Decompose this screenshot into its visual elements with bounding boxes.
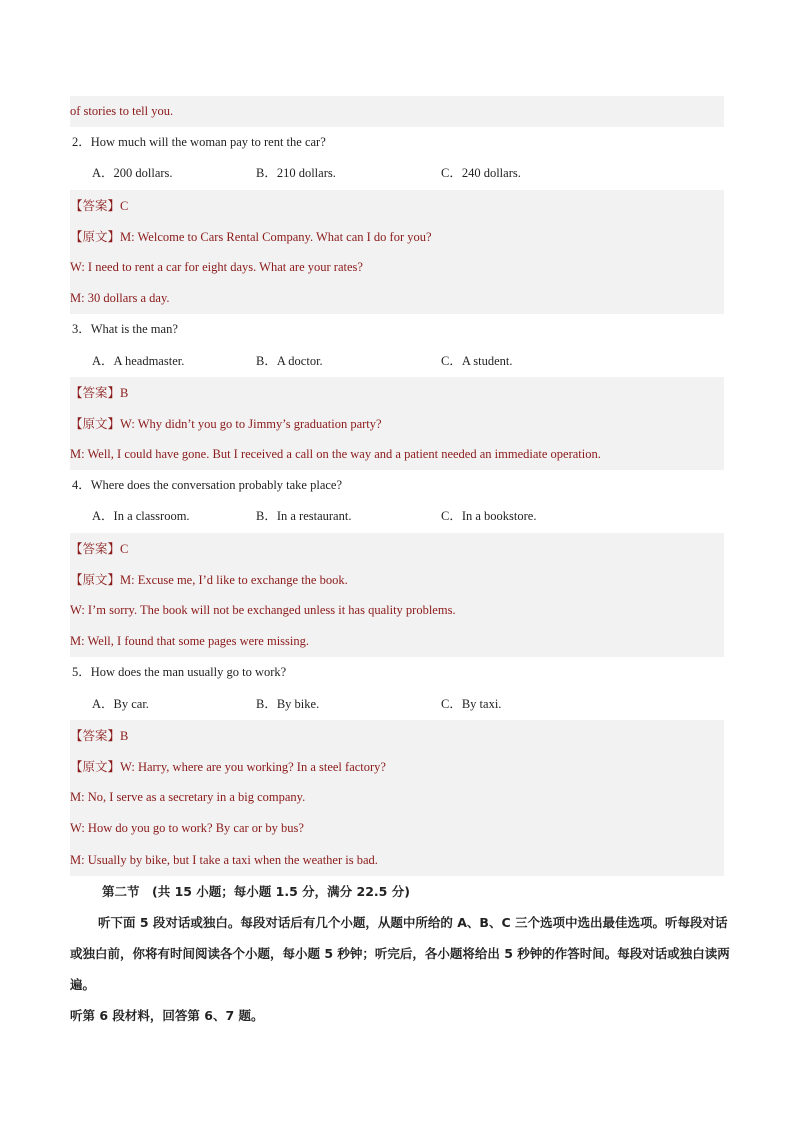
transcript-3-line-2: M: Well, I could have gone. But I received a call on the way and a patient needed an immediate operation. xyxy=(70,439,724,470)
answer-tag: 【答案】 xyxy=(70,384,121,400)
transcript-text: W: Why didn’t you go to Jimmy’s graduation party? xyxy=(120,416,382,431)
option-b: B．By bike. xyxy=(256,696,320,711)
transcript-4-line-2: W: I’m sorry. The book will not be exchanged unless it has quality problems. xyxy=(70,595,724,626)
question-5-options xyxy=(70,689,724,720)
answer-3 xyxy=(70,377,724,408)
transcript-5-line-2: M: No, I serve as a secretary in a big company. xyxy=(70,782,724,813)
option-a: A．A headmaster. xyxy=(92,353,185,368)
answer-5 xyxy=(70,720,724,751)
transcript-text: M: Excuse me, I’d like to exchange the book. xyxy=(120,572,348,587)
transcript-tag: 【原文】 xyxy=(70,415,121,431)
transcript-text: W: Harry, where are you working? In a steel factory? xyxy=(120,759,386,774)
question-4: 4．Where does the conversation probably take place? xyxy=(72,478,343,493)
transcript-4-line-3: M: Well, I found that some pages were missing. xyxy=(70,626,724,657)
question-2: 2．How much will the woman pay to rent the car? xyxy=(72,135,326,150)
transcript-4-line-1 xyxy=(70,564,724,595)
transcript-tag: 【原文】 xyxy=(70,571,121,587)
option-a: A．In a classroom. xyxy=(92,509,190,524)
option-b: B．210 dollars. xyxy=(256,166,336,181)
transcript-3-line-1 xyxy=(70,408,724,439)
transcript-tag: 【原文】 xyxy=(70,228,121,244)
question-2-options xyxy=(70,158,724,189)
option-a: A．200 dollars. xyxy=(92,166,173,181)
material-prompt: 听第 6 段材料，回答第 6、7 题。 xyxy=(70,1008,264,1024)
answer-2 xyxy=(70,190,724,221)
answer-tag: 【答案】 xyxy=(70,540,121,556)
section-instructions: 听下面 5 段对话或独白。每段对话后有几个小题，从题中所给的 A、B、C 三个选项中选出最佳选项。听每段对话或独白前，你将有时间阅读各个小题，每小题 5 秒钟；听完后，各小题将给出 5 秒钟的作答时间。每段对话或独白读两遍。 xyxy=(70,914,730,993)
transcript-text: M: Welcome to Cars Rental Company. What can I do for you? xyxy=(120,229,432,244)
answer-4 xyxy=(70,533,724,564)
option-c: C．By taxi. xyxy=(441,696,502,711)
answer-value: B xyxy=(120,728,129,743)
document-page xyxy=(70,96,730,1032)
answer-value: C xyxy=(120,198,129,213)
option-c: C．240 dollars. xyxy=(441,166,521,181)
transcript-continuation: of stories to tell you. xyxy=(70,96,724,127)
transcript-tag: 【原文】 xyxy=(70,758,121,774)
option-a: A．By car. xyxy=(92,696,149,711)
question-3-options xyxy=(70,346,724,377)
option-c: C．In a bookstore. xyxy=(441,509,537,524)
transcript-5-line-1 xyxy=(70,751,724,782)
transcript-2-line-2: W: I need to rent a car for eight days. What are your rates? xyxy=(70,252,724,283)
section-title: 第二节 (共 15 小题；每小题 1.5 分，满分 22.5 分) xyxy=(102,883,410,899)
transcript-5-line-4: M: Usually by bike, but I take a taxi when the weather is bad. xyxy=(70,845,724,876)
question-4-options xyxy=(70,501,724,532)
answer-value: B xyxy=(120,385,129,400)
option-b: B．In a restaurant. xyxy=(256,509,352,524)
transcript-5-line-3: W: How do you go to work? By car or by bus? xyxy=(70,813,724,844)
transcript-2-line-1 xyxy=(70,221,724,252)
question-3: 3．What is the man? xyxy=(72,322,178,337)
answer-tag: 【答案】 xyxy=(70,197,121,213)
question-5: 5．How does the man usually go to work? xyxy=(72,665,287,680)
option-c: C．A student. xyxy=(441,353,513,368)
option-b: B．A doctor. xyxy=(256,353,323,368)
answer-value: C xyxy=(120,541,129,556)
transcript-2-line-3: M: 30 dollars a day. xyxy=(70,283,724,314)
answer-tag: 【答案】 xyxy=(70,727,121,743)
